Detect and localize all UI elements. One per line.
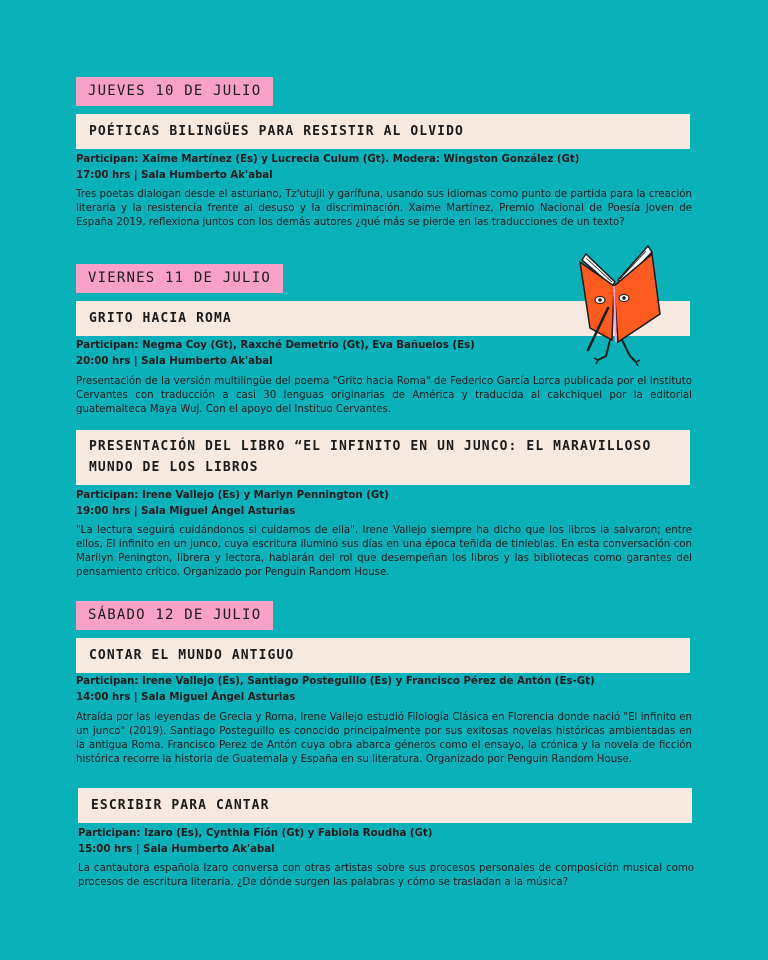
- event-participants: Participan: Xaime Martínez (Es) y Lucrecia Culum (Gt). Modera: Wingston González (Gt): [76, 154, 580, 165]
- day-tag-jueves: JUEVES 10 DE JULIO: [76, 77, 273, 106]
- event-time-place: 20:00 hrs | Sala Humberto Ak'abal: [76, 355, 273, 367]
- event-participants: Participan: Irene Vallejo (Es), Santiago Posteguillo (Es) y Francisco Pérez de Antón (Es-Gt): [76, 676, 595, 687]
- event-info-poeticas: [76, 152, 692, 183]
- event-title-infinito: PRESENTACIÓN DEL LIBRO “EL INFINITO EN UN JUNCO: EL MARAVILLOSO MUNDO DE LOS LIBROS: [76, 430, 690, 485]
- event-description-infinito: "La lectura seguirá cuidándonos si cuidamos de ella". Irene Vallejo siempre ha dicho que los libros la salvaron; entre ellos, El infinito en un junco, cuya escritura iluminó sus días en una época teñida de tinieblas. En esta conversación con Marilyn Penington, librera y lectora, hablarán del rol que desempeñan los libros y las bibliotecas como garantes del pensamiento crítico. Organizado por Penguin Random House.: [76, 525, 692, 578]
- event-description-contar: Atraída por las leyendas de Grecia y Roma, Irene Vallejo estudió Filología Clásica en Florencia donde nació "El infinito en un junco" (2019). Santiago Posteguillo es conocido principalmente por sus exitosas novelas históricas ambientadas en la antigua Roma. Francisco Perez de Antón cuya obra abarca géneros como el ensayo, la crónica y la novela de ficción histórica recorre la historia de Guatemala y España en su literatura. Organizado por Penguin Random House.: [76, 712, 692, 765]
- event-time-place: 14:00 hrs | Sala Miguel Ángel Asturias: [76, 691, 296, 703]
- event-info-escribir: [78, 826, 694, 857]
- event-description-poeticas: Tres poetas dialogan desde el asturiano, Tz'utujil y garífuna, usando sus idiomas como punto de partida para la creación literaria y la resistencia frente al desuso y la discriminación. Xaime Martínez, Premio Nacional de Poesía Joven de España 2019, reflexiona juntos con los demás autores ¿qué más se pierde en las traducciones de un texto?: [76, 189, 692, 228]
- event-time-place: 17:00 hrs | Sala Humberto Ak'abal: [76, 169, 273, 181]
- day-tag-sabado: SÁBADO 12 DE JULIO: [76, 601, 273, 630]
- walking-book-icon: [572, 242, 664, 372]
- event-title-grito: GRITO HACIA ROMA: [76, 301, 690, 336]
- event-title-contar: CONTAR EL MUNDO ANTIGUO: [76, 638, 690, 673]
- event-participants: Participan: Irene Vallejo (Es) y Marlyn Pennington (Gt): [76, 490, 389, 501]
- event-title-poeticas: POÉTICAS BILINGÜES PARA RESISTIR AL OLVIDO: [76, 114, 690, 149]
- event-info-infinito: [76, 488, 692, 519]
- event-time-place: 19:00 hrs | Sala Miguel Ángel Asturias: [76, 505, 296, 517]
- event-description-escribir: La cantautora española Izaro conversa con otras artistas sobre sus procesos personales de composición musical como procesos de escritura literaria. ¿De dónde surgen las palabras y cómo se trasladan a la música?: [78, 863, 694, 888]
- event-info-contar: [76, 674, 692, 705]
- event-description-grito: Presentación de la versión multilingüe del poema "Grito hacia Roma" de Federico García Lorca publicada por el Instituto Cervantes con traducción a casi 30 lenguas originarias de América y traducida al cakchiquel por la editorial guatemalteca Maya Wuj. Con el apoyo del Instituo Cervantes.: [76, 376, 692, 415]
- event-participants: Participan: Izaro (Es), Cynthia Fión (Gt) y Fabiola Roudha (Gt): [78, 828, 433, 839]
- day-tag-viernes: VIERNES 11 DE JULIO: [76, 264, 283, 293]
- event-title-escribir: ESCRIBIR PARA CANTAR: [78, 788, 692, 823]
- event-participants: Participan: Negma Coy (Gt), Raxché Demetrio (Gt), Eva Bañuelos (Es): [76, 340, 475, 351]
- event-time-place: 15:00 hrs | Sala Humberto Ak'abal: [78, 843, 275, 855]
